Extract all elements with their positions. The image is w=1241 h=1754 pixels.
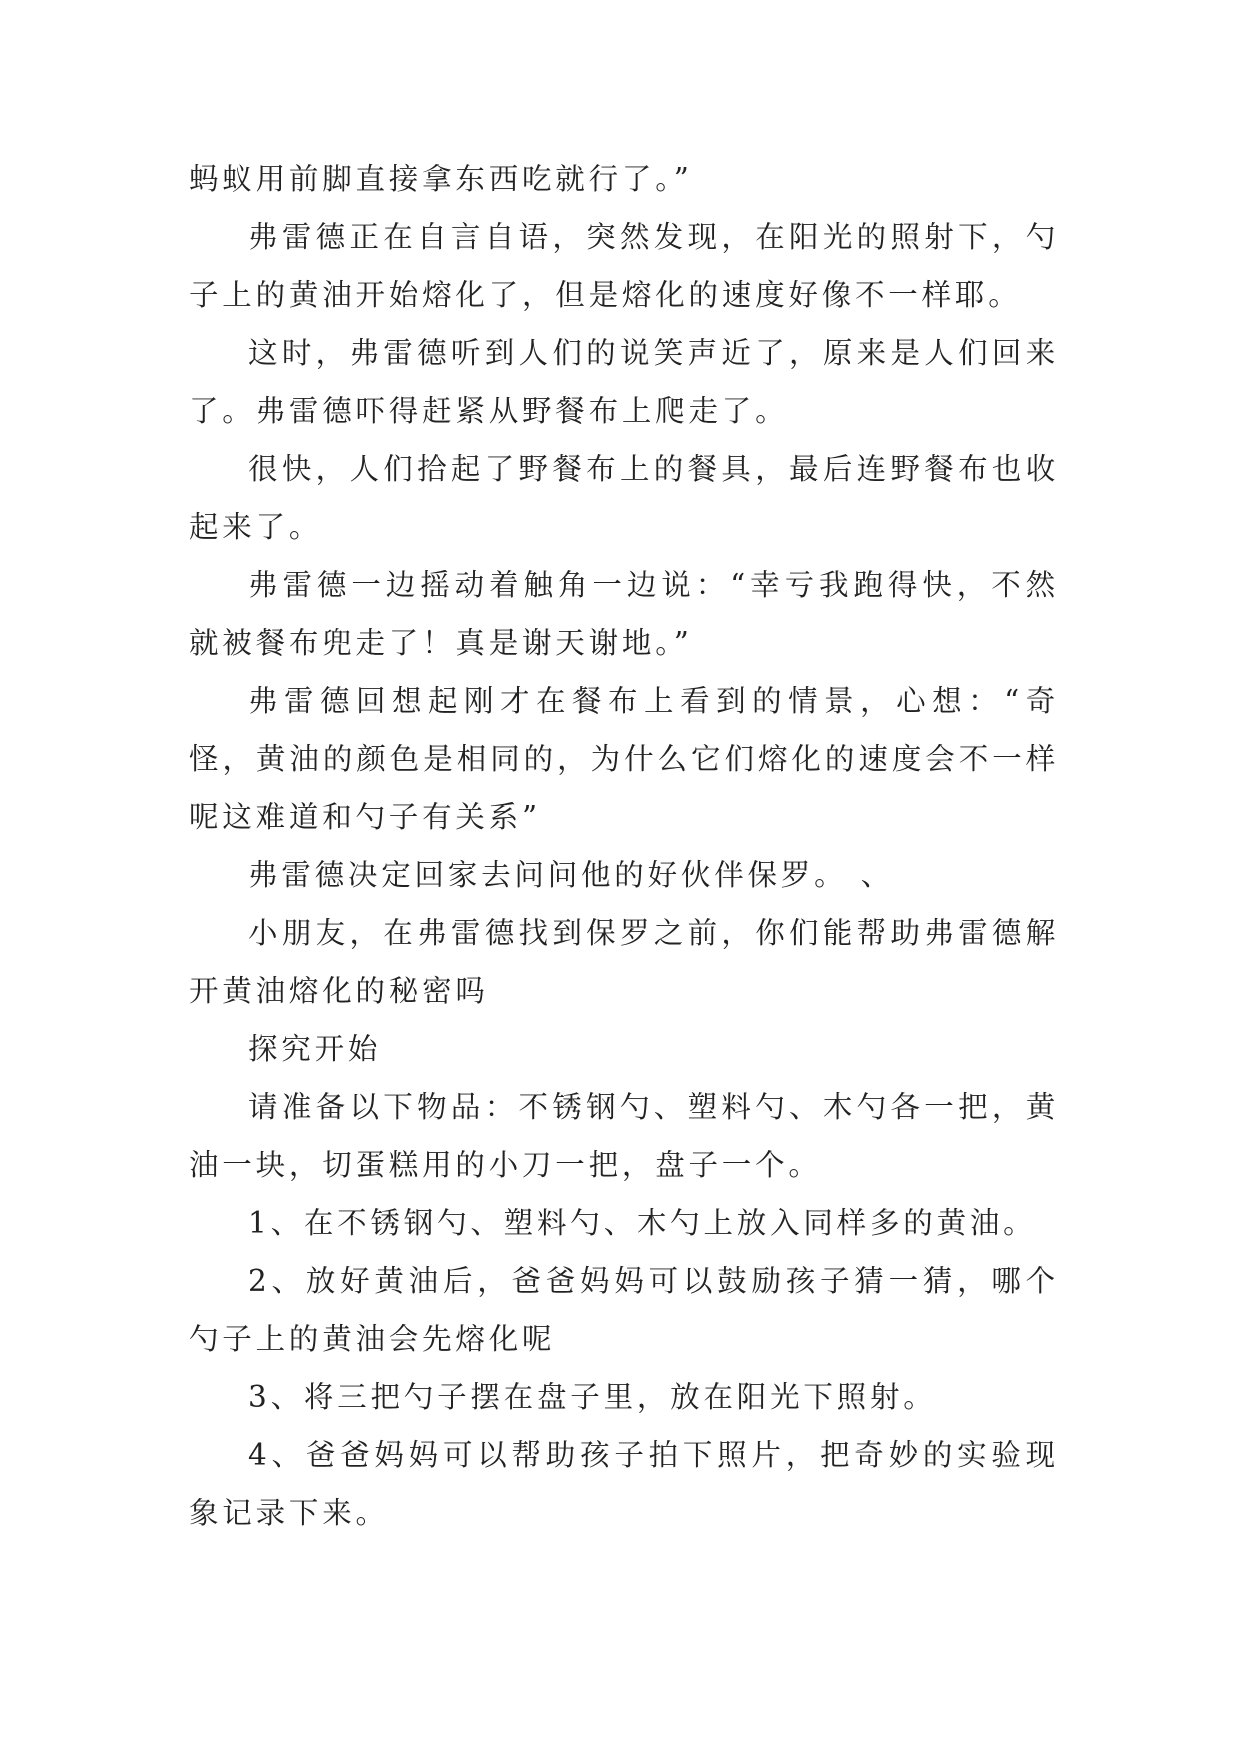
paragraph-7: 弗雷德决定回家去问问他的好伙伴保罗。 、 xyxy=(248,858,894,892)
paragraph-8: 小朋友，在弗雷德找到保罗之前，你们能帮助弗雷德解开黄油熔化的秘密吗 xyxy=(189,916,1059,1008)
paragraph-2: 弗雷德正在自言自语，突然发现，在阳光的照射下，勺子上的黄油开始熔化了，但是熔化的速度好像不一样耶。 xyxy=(189,220,1059,312)
paragraph-materials: 请准备以下物品：不锈钢勺、塑料勺、木勺各一把，黄油一块，切蛋糕用的小刀一把，盘子一个。 xyxy=(189,1090,1059,1182)
document-body xyxy=(189,150,1059,1542)
step-3: 3、将三把勺子摆在盘子里，放在阳光下照射。 xyxy=(248,1380,937,1414)
paragraph-5: 弗雷德一边摇动着触角一边说：“幸亏我跑得快，不然就被餐布兜走了！真是谢天谢地。” xyxy=(189,568,1059,660)
step-1: 1、在不锈钢勺、塑料勺、木勺上放入同样多的黄油。 xyxy=(248,1206,1037,1240)
step-2: 2、放好黄油后，爸爸妈妈可以鼓励孩子猜一猜，哪个勺子上的黄油会先熔化呢 xyxy=(189,1264,1059,1356)
paragraph-4: 很快，人们拾起了野餐布上的餐具，最后连野餐布也收起来了。 xyxy=(189,452,1059,544)
paragraph-6: 弗雷德回想起刚才在餐布上看到的情景，心想：“奇怪，黄油的颜色是相同的，为什么它们熔化的速度会不一样呢这难道和勺子有关系” xyxy=(189,684,1059,834)
section-heading: 探究开始 xyxy=(248,1032,382,1066)
step-4: 4、爸爸妈妈可以帮助孩子拍下照片，把奇妙的实验现象记录下来。 xyxy=(189,1438,1059,1530)
paragraph-1: 蚂蚁用前脚直接拿东西吃就行了。” xyxy=(189,162,693,196)
paragraph-3: 这时，弗雷德听到人们的说笑声近了，原来是人们回来了。弗雷德吓得赶紧从野餐布上爬走了。 xyxy=(189,336,1059,428)
